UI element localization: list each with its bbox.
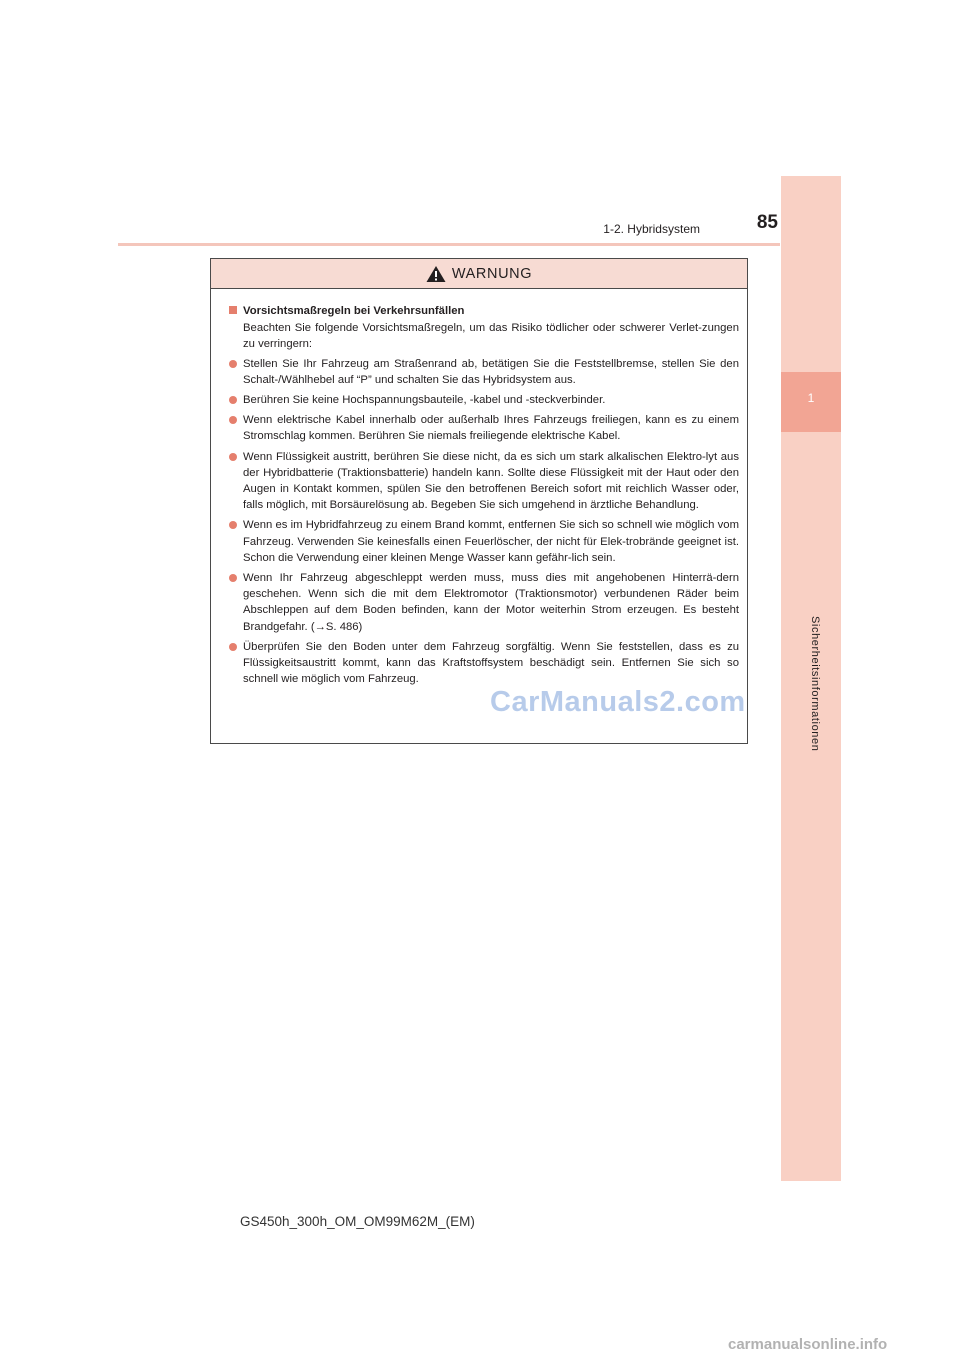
warning-list	[229, 356, 739, 688]
bullet-icon	[229, 360, 237, 368]
footer-watermark: carmanualsonline.info	[728, 1336, 888, 1353]
bullet-icon	[229, 521, 237, 529]
list-item-text: Stellen Sie Ihr Fahrzeug am Straßenrand ab, betätigen Sie die Feststellbremse, stellen Sie den Schalt-/Wählhebel auf “P” und schalten Sie das Hybridsystem aus.	[243, 357, 739, 386]
bullet-icon	[229, 453, 237, 461]
list-item-text: Wenn elektrische Kabel innerhalb oder außerhalb Ihres Fahrzeugs freiliegen, kann es zu einem Stromschlag kommen. Berühren Sie niemals freiliegende elektrische Kabel.	[243, 414, 739, 443]
list-item	[229, 356, 739, 388]
overlay-watermark: CarManuals2.com	[490, 686, 746, 718]
document-code: GS450h_300h_OM_OM99M62M_(EM)	[240, 1214, 475, 1229]
square-bullet-icon	[229, 306, 237, 314]
chapter-label: Sicherheitsinformationen	[809, 616, 821, 752]
bullet-icon	[229, 416, 237, 424]
header-rule	[118, 243, 780, 246]
bullet-icon	[229, 574, 237, 582]
list-item	[229, 412, 739, 444]
warning-header	[211, 259, 747, 289]
warning-subheading	[229, 303, 739, 319]
list-item	[229, 449, 739, 514]
list-item-text: Berühren Sie keine Hochspannungsbauteile, -kabel und -steckverbinder.	[243, 394, 606, 407]
warning-triangle-icon	[426, 265, 446, 283]
bullet-icon	[229, 643, 237, 651]
list-item-text: Wenn es im Hybridfahrzeug zu einem Brand kommt, entfernen Sie sich so schnell wie möglich vom Fahrzeug. Verwenden Sie keinesfalls einen Feuerlöscher, der nicht für Elek-trobrände geeignet ist. Schon die Verwendung einer kleinen Menge Wasser kann gefähr-lich sein.	[243, 519, 739, 564]
warning-intro: Beachten Sie folgende Vorsichtsmaßregeln, um das Risiko tödlicher oder schwerer Verlet-zungen zu verringern:	[243, 322, 739, 351]
section-title: 1-2. Hybridsystem	[603, 222, 700, 236]
page-number: 85	[756, 212, 778, 233]
list-item	[229, 392, 739, 408]
list-item	[229, 570, 739, 635]
warning-title: WARNUNG	[451, 265, 533, 282]
bullet-icon	[229, 396, 237, 404]
list-item-text: Überprüfen Sie den Boden unter dem Fahrzeug sorgfältig. Wenn Sie feststellen, dass es zu Flüssigkeitsaustritt kommt, kann das Kraftstoffsystem beschädigt sein. Entfernen Sie sich so schnell wie möglich vom Fahrzeug.	[243, 640, 739, 686]
list-item	[229, 517, 739, 566]
warning-box	[210, 258, 748, 744]
warning-body	[211, 289, 747, 687]
chapter-number: 1	[781, 372, 841, 432]
list-item	[229, 639, 739, 688]
list-item-text: Wenn Ihr Fahrzeug abgeschleppt werden muss, muss dies mit angehobenen Hinterrä-dern geschehen. Wenn sich die mit dem Elektromotor (Traktionsmotor) verbundenen Räder beim Abschleppen auf dem Boden befinden, kann der Motor weiterhin Strom erzeugen. Es besteht Brandgefahr. (→S. 486)	[243, 572, 739, 633]
warning-subheading-text: Vorsichtsmaßregeln bei Verkehrsunfällen	[243, 305, 465, 317]
list-item-text: Wenn Flüssigkeit austritt, berühren Sie diese nicht, da es sich um stark alkalischen Elektro-lyt aus der Hybridbatterie (Traktionsbatterie) handeln kann. Sollte diese Flüssigkeit mit der Haut oder den Augen in Kontakt kommen, spülen Sie den betroffenen Bereich sofort mit reichlich Wasser oder, falls möglich, mit Borsäurelösung ab. Begeben Sie sich umgehend in ärztliche Behandlung.	[243, 450, 739, 512]
chapter-side-tab	[781, 176, 841, 1181]
